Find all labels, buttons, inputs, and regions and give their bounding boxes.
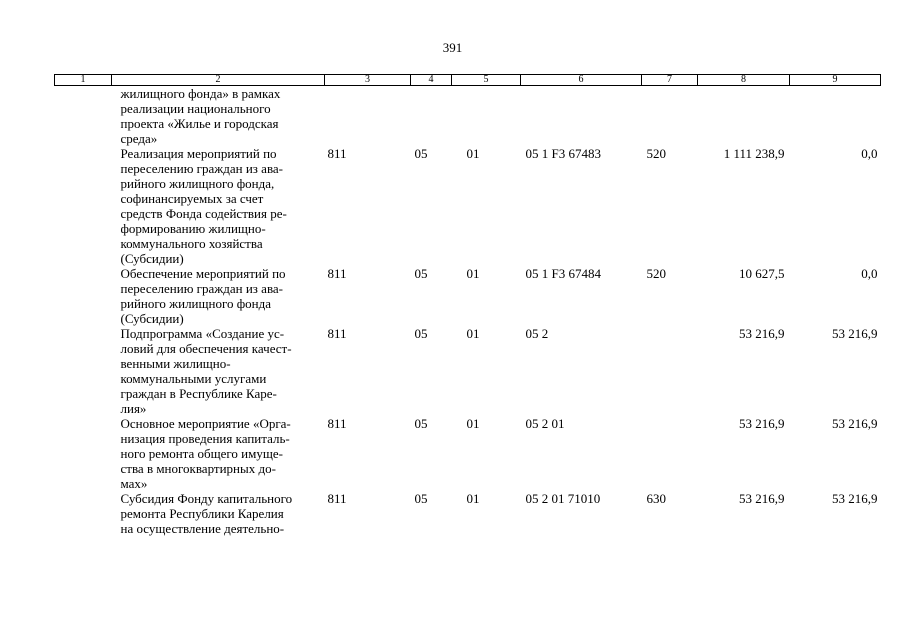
table-row <box>55 326 881 416</box>
row-name: Подпрограмма «Создание ус- ловий для обеспечения качест- венными жилищно- коммунальными услугами граждан в Республике Каре- лия» <box>120 326 292 416</box>
subsection-code: 01 <box>466 416 480 431</box>
admin-code: 811 <box>327 491 347 506</box>
column-header: 5 <box>452 75 521 86</box>
table-row <box>55 146 881 266</box>
table-row <box>55 416 881 491</box>
table-row <box>55 266 881 326</box>
expense-type-code: 520 <box>646 266 666 281</box>
row-name: жилищного фонда» в рамках реализации национального проекта «Жилье и городская среда» <box>120 86 281 146</box>
column-header: 7 <box>642 75 698 86</box>
amount-year-1: 10 627,5 <box>739 266 785 281</box>
expense-type-code <box>642 416 698 491</box>
column-header: 6 <box>521 75 642 86</box>
amount-year-2: 53 216,9 <box>832 326 878 341</box>
section-code: 05 <box>414 266 428 281</box>
target-code: 05 1 F3 67483 <box>525 146 601 161</box>
admin-code <box>325 86 411 147</box>
amount-year-2 <box>790 86 881 147</box>
admin-code: 811 <box>327 416 347 431</box>
subsection-code: 01 <box>466 491 480 506</box>
table-header-row <box>55 75 881 86</box>
target-code: 05 2 01 71010 <box>525 491 601 506</box>
section-code <box>411 86 452 147</box>
section-code: 05 <box>414 146 428 161</box>
table-row <box>55 86 881 147</box>
table-row <box>55 491 881 536</box>
admin-code: 811 <box>327 146 347 161</box>
subsection-code: 01 <box>466 146 480 161</box>
amount-year-2: 0,0 <box>861 146 878 161</box>
section-code: 05 <box>414 416 428 431</box>
amount-year-1: 53 216,9 <box>739 326 785 341</box>
section-code: 05 <box>414 326 428 341</box>
subsection-code: 01 <box>466 266 480 281</box>
admin-code: 811 <box>327 266 347 281</box>
expense-type-code <box>642 86 698 147</box>
amount-year-1: 53 216,9 <box>739 416 785 431</box>
target-code: 05 1 F3 67484 <box>525 266 601 281</box>
subsection-code <box>452 86 521 147</box>
expense-type-code: 630 <box>646 491 666 506</box>
target-code: 05 2 01 <box>525 416 565 431</box>
column-header: 3 <box>325 75 411 86</box>
column-header: 1 <box>55 75 112 86</box>
amount-year-2: 0,0 <box>861 266 878 281</box>
subsection-code: 01 <box>466 326 480 341</box>
target-code <box>521 86 642 147</box>
page-number: 391 <box>442 40 463 55</box>
column-header: 2 <box>112 75 325 86</box>
amount-year-1 <box>698 86 790 147</box>
admin-code: 811 <box>327 326 347 341</box>
target-code: 05 2 <box>525 326 549 341</box>
row-name: Основное мероприятие «Орга- низация проведения капиталь- ного ремонта общего имуще- ства в многоквартирных до- мах» <box>120 416 291 491</box>
expense-type-code: 520 <box>646 146 666 161</box>
amount-year-1: 1 111 238,9 <box>723 146 785 161</box>
column-header: 8 <box>698 75 790 86</box>
section-code: 05 <box>414 491 428 506</box>
row-name: Обеспечение мероприятий по переселению граждан из ава- рийного жилищного фонда (Субсидии) <box>120 266 286 326</box>
column-header: 9 <box>790 75 881 86</box>
row-name: Субсидия Фонду капитального ремонта Республики Карелия на осуществление деятельно- <box>120 491 293 536</box>
budget-table <box>54 74 881 536</box>
column-header: 4 <box>411 75 452 86</box>
amount-year-2: 53 216,9 <box>832 491 878 506</box>
amount-year-1: 53 216,9 <box>739 491 785 506</box>
amount-year-2: 53 216,9 <box>832 416 878 431</box>
expense-type-code <box>642 326 698 416</box>
row-name: Реализация мероприятий по переселению граждан из ава- рийного жилищного фонда, софинансируемых за счет средств Фонда содействия ре- формированию жилищно- коммунального хозяйства (Субсидии) <box>120 146 287 266</box>
